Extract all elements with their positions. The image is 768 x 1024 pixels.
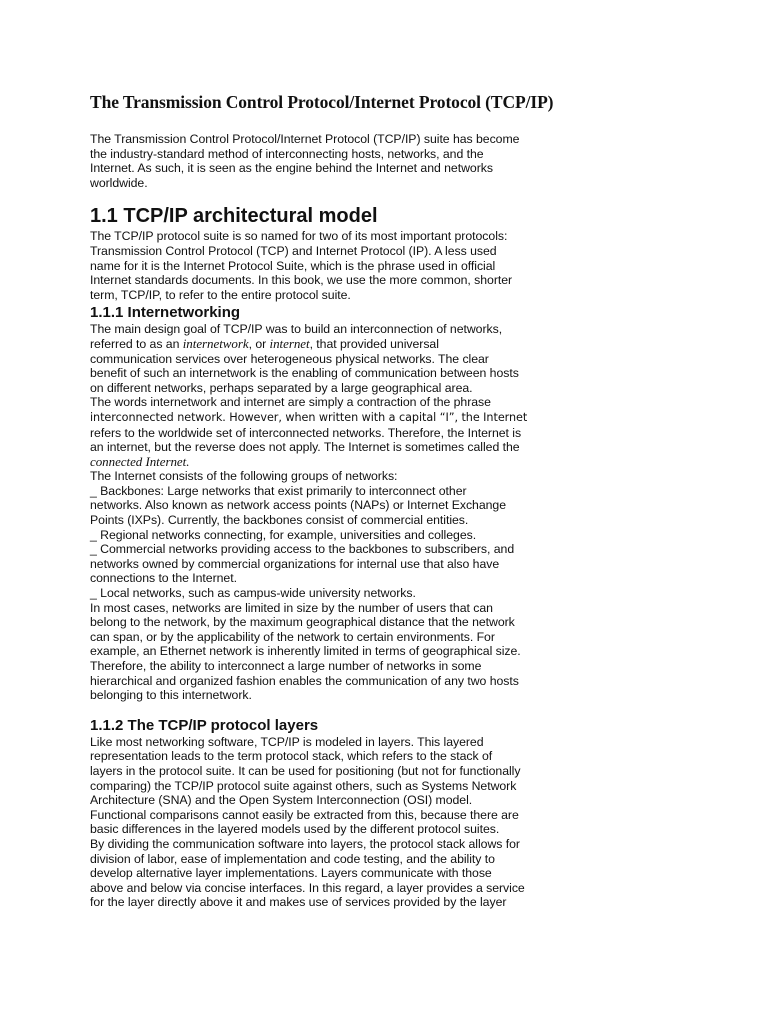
text-line: _ Regional networks connecting, for example, universities and colleges.	[90, 527, 477, 542]
text-line: Architecture (SNA) and the Open System Interconnection (OSI) model.	[90, 793, 473, 808]
text-line: term, TCP/IP, to refer to the entire protocol suite.	[90, 287, 351, 302]
text-line: _ Local networks, such as campus-wide university networks.	[90, 586, 416, 601]
text-line: Therefore, the ability to interconnect a large number of networks in some	[90, 659, 482, 673]
text-line: The Transmission Control Protocol/Internet Protocol (TCP/IP) suite has become	[90, 132, 520, 146]
text-line	[90, 410, 690, 426]
text-line	[90, 455, 690, 470]
text-line: The Internet consists of the following groups of networks:	[90, 469, 398, 484]
section-heading-1-1-1: 1.1.1 Internetworking	[90, 304, 241, 322]
document-title: The Transmission Control Protocol/Internet Protocol (TCP/IP)	[90, 92, 554, 112]
text-line: belonging to this internetwork.	[90, 688, 252, 703]
text-line: an internet, but the reverse does not apply. The Internet is sometimes called the	[90, 440, 520, 455]
text-line: Like most networking software, TCP/IP is modeled in layers. This layered	[90, 734, 484, 749]
text-line: Points (IXPs). Currently, the backbones consist of commercial entities.	[90, 513, 469, 528]
section-1-1-2-body	[90, 735, 690, 910]
section-heading-1-1: 1.1 TCP/IP architectural model	[90, 205, 378, 228]
text-line: for the layer directly above it and makes use of services provided by the layer	[90, 895, 507, 910]
text-line: connections to the Internet.	[90, 571, 237, 586]
text-line: hierarchical and organized fashion enables the communication of any two hosts	[90, 673, 519, 688]
text-line: develop alternative layer implementations. Layers communicate with those	[90, 866, 492, 881]
text-line: the industry-standard method of interconnecting hosts, networks, and the	[90, 146, 484, 161]
text-line: communication services over heterogeneous physical networks. The clear	[90, 351, 489, 366]
text-line: belong to the network, by the maximum geographical distance that the network	[90, 615, 515, 630]
text-line: _ Commercial networks providing access to the backbones to subscribers, and	[90, 542, 515, 557]
section-heading-1-1-2: 1.1.2 The TCP/IP protocol layers	[90, 716, 319, 734]
text-span: referred to as an	[90, 336, 183, 351]
text-line: The TCP/IP protocol suite is so named for two of its most important protocols:	[90, 229, 508, 244]
section-1-1-body	[90, 229, 690, 302]
text-line: Functional comparisons cannot easily be extracted from this, because there are	[90, 807, 519, 822]
italic-term: internet	[269, 335, 310, 351]
text-span: , that provided universal	[309, 336, 439, 351]
text-line: In most cases, networks are limited in size by the number of users that can	[90, 600, 493, 615]
text-line: can span, or by the applicability of the network to certain environments. For	[90, 629, 495, 644]
italic-term: connected Internet	[90, 453, 187, 469]
text-line: example, an Ethernet network is inherently limited in terms of geographical size.	[90, 644, 521, 659]
text-line	[90, 337, 690, 352]
text-line: benefit of such an internetwork is the enabling of communication between hosts	[90, 366, 519, 381]
text-line: comparing) the TCP/IP protocol suite against others, such as Systems Network	[90, 778, 517, 793]
text-line: on different networks, perhaps separated by a large geographical area.	[90, 380, 473, 395]
text-span: .	[186, 453, 190, 469]
text-line: _ Backbones: Large networks that exist primarily to interconnect other	[90, 483, 467, 498]
text-span: interconnected network. However, when written with a capital “I”, the Internet	[90, 410, 528, 424]
text-line: representation leads to the term protocol stack, which refers to the stack of	[90, 749, 493, 764]
text-span: , or	[248, 336, 270, 351]
text-line: refers to the worldwide set of interconnected networks. Therefore, the Internet is	[90, 425, 522, 440]
text-line: Internet. As such, it is seen as the engine behind the Internet and networks	[90, 161, 493, 176]
text-line: The main design goal of TCP/IP was to build an interconnection of networks,	[90, 322, 503, 337]
text-line: basic differences in the layered models used by the different protocol suites.	[90, 822, 500, 837]
text-line: layers in the protocol suite. It can be used for positioning (but not for functionally	[90, 763, 521, 778]
intro-paragraph	[90, 132, 690, 190]
text-line: Internet standards documents. In this book, we use the more common, shorter	[90, 273, 513, 288]
italic-term: internetwork	[182, 335, 249, 351]
text-line: Transmission Control Protocol (TCP) and Internet Protocol (IP). A less used	[90, 243, 497, 258]
text-line: By dividing the communication software into layers, the protocol stack allows for	[90, 836, 520, 851]
text-line: networks. Also known as network access points (NAPs) or Internet Exchange	[90, 498, 507, 513]
text-line: division of labor, ease of implementation and code testing, and the ability to	[90, 851, 495, 866]
document-content	[90, 92, 690, 910]
text-line: name for it is the Internet Protocol Suite, which is the phrase used in official	[90, 258, 496, 273]
text-line: The words internetwork and internet are simply a contraction of the phrase	[90, 395, 491, 410]
section-1-1-1-body	[90, 322, 690, 702]
text-line: worldwide.	[90, 175, 148, 190]
text-line: above and below via concise interfaces. In this regard, a layer provides a service	[90, 880, 525, 895]
text-line: networks owned by commercial organizations for internal use that also have	[90, 556, 500, 571]
